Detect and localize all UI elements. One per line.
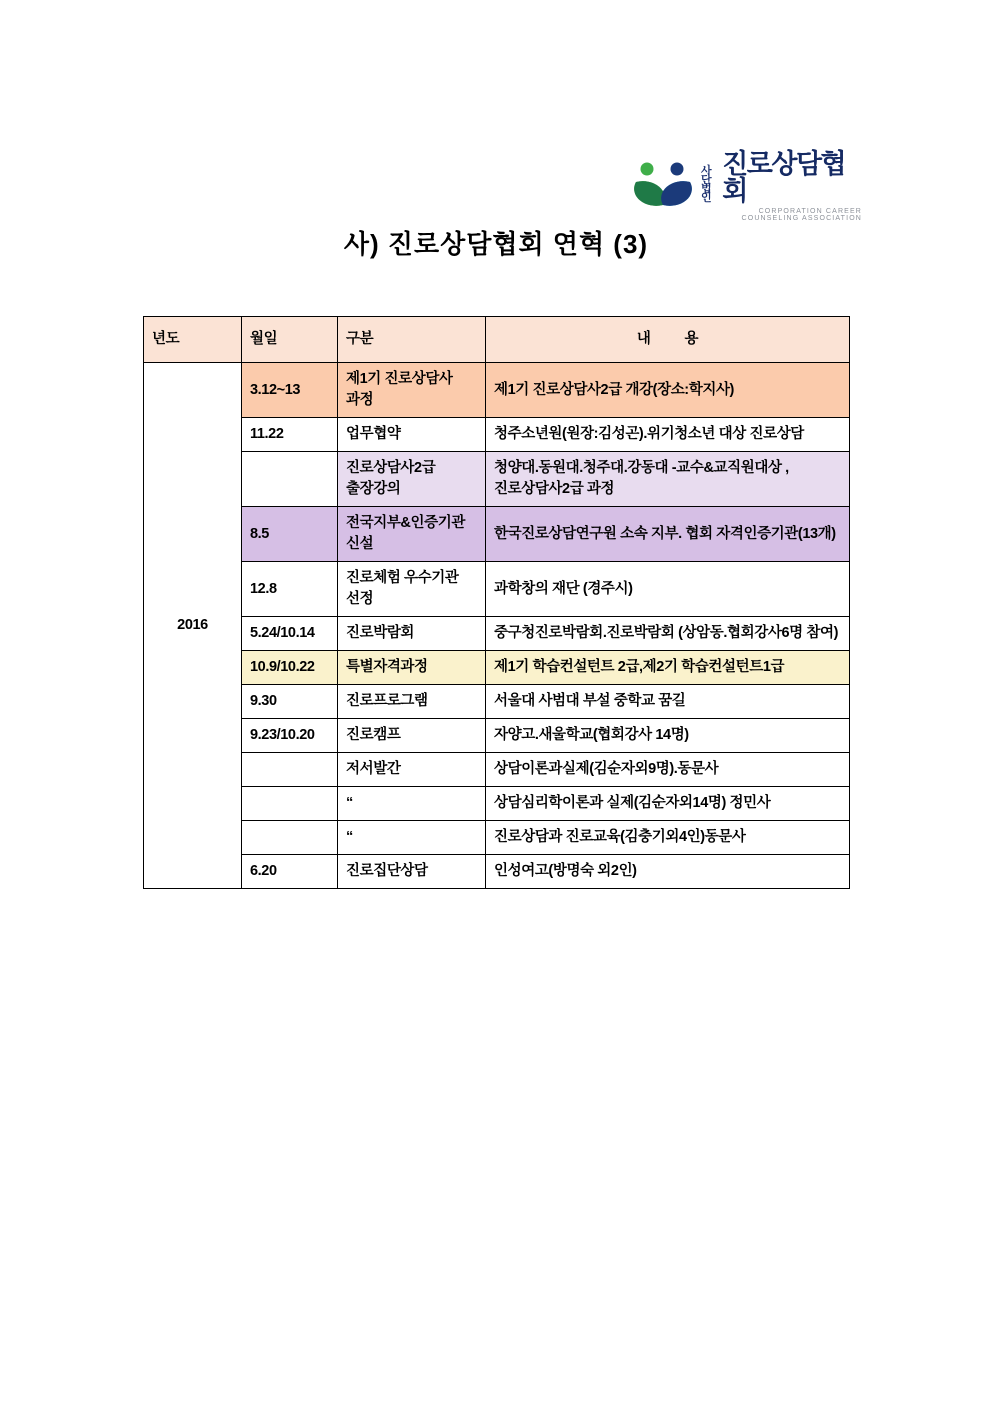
table-row bbox=[144, 651, 850, 685]
description-cell: 과학창의 재단 (경주시) bbox=[486, 562, 850, 617]
type-cell: 진로상담사2급 출장강의 bbox=[338, 452, 486, 507]
date-cell: 9.30 bbox=[242, 685, 338, 719]
type-cell: 진로캠프 bbox=[338, 719, 486, 753]
date-cell: 3.12~13 bbox=[242, 363, 338, 418]
table-row bbox=[144, 719, 850, 753]
history-table-container bbox=[143, 316, 849, 889]
description-cell: 제1기 진로상담사2급 개강(장소:학지사) bbox=[486, 363, 850, 418]
description-cell: 제1기 학습컨설턴트 2급,제2기 학습컨설턴트1급 bbox=[486, 651, 850, 685]
date-cell bbox=[242, 787, 338, 821]
table-row bbox=[144, 562, 850, 617]
date-cell: 5.24/10.14 bbox=[242, 617, 338, 651]
logo-name: 진로상담협회 bbox=[722, 148, 846, 206]
logo-prefix bbox=[701, 164, 720, 205]
table-body bbox=[144, 363, 850, 889]
history-table bbox=[143, 316, 850, 889]
date-cell: 9.23/10.20 bbox=[242, 719, 338, 753]
table-header-row bbox=[144, 317, 850, 363]
column-header-description-left: 내 bbox=[636, 330, 651, 347]
logo-prefix-line2: 법인 bbox=[701, 182, 712, 204]
type-cell: 저서발간 bbox=[338, 753, 486, 787]
date-cell bbox=[242, 821, 338, 855]
type-cell: 진로프로그램 bbox=[338, 685, 486, 719]
column-header-description-right: 용 bbox=[684, 330, 699, 347]
association-logo bbox=[632, 148, 862, 222]
type-cell: 진로집단상담 bbox=[338, 855, 486, 889]
type-cell: 전국지부&인증기관 신설 bbox=[338, 507, 486, 562]
table-row bbox=[144, 787, 850, 821]
description-cell: 인성여고(방명숙 외2인) bbox=[486, 855, 850, 889]
date-cell bbox=[242, 753, 338, 787]
date-cell: 11.22 bbox=[242, 418, 338, 452]
date-cell: 10.9/10.22 bbox=[242, 651, 338, 685]
type-cell: 제1기 진로상담사 과정 bbox=[338, 363, 486, 418]
table-row bbox=[144, 685, 850, 719]
table-row bbox=[144, 363, 850, 418]
table-row bbox=[144, 507, 850, 562]
table-row bbox=[144, 418, 850, 452]
table-row bbox=[144, 855, 850, 889]
type-cell: “ bbox=[338, 787, 486, 821]
date-cell bbox=[242, 452, 338, 507]
date-cell: 6.20 bbox=[242, 855, 338, 889]
description-cell: 한국진로상담연구원 소속 지부. 협회 자격인증기관(13개) bbox=[486, 507, 850, 562]
table-row bbox=[144, 821, 850, 855]
logo-tagline: CORPORATION CAREER COUNSELING ASSOCIATION bbox=[741, 207, 862, 222]
description-cell: 청주소년원(원장:김성곤).위기청소년 대상 진로상담 bbox=[486, 418, 850, 452]
description-cell: 자양고.새울학교(협회강사 14명) bbox=[486, 719, 850, 753]
description-cell: 서울대 사범대 부설 중학교 꿈길 bbox=[486, 685, 850, 719]
date-cell: 12.8 bbox=[242, 562, 338, 617]
table-row bbox=[144, 452, 850, 507]
table-row bbox=[144, 617, 850, 651]
type-cell: 진로체험 우수기관 선정 bbox=[338, 562, 486, 617]
type-cell: 진로박람회 bbox=[338, 617, 486, 651]
description-cell: 중구청진로박람회.진로박람회 (상암동.협회강사6명 참여) bbox=[486, 617, 850, 651]
column-header-type: 구분 bbox=[338, 317, 486, 363]
page-title: 사) 진로상담협회 연혁 (3) bbox=[343, 229, 649, 259]
description-cell: 청양대.동원대.청주대.강동대 -교수&교직원대상 , 진로상담사2급 과정 bbox=[486, 452, 850, 507]
year-cell: 2016 bbox=[144, 363, 242, 889]
description-cell: 진로상담과 진로교육(김충기외4인)동문사 bbox=[486, 821, 850, 855]
type-cell: “ bbox=[338, 821, 486, 855]
column-header-year: 년도 bbox=[144, 317, 242, 363]
table-row bbox=[144, 753, 850, 787]
description-cell: 상담심리학이론과 실제(김순자외14명) 정민사 bbox=[486, 787, 850, 821]
logo-prefix-line1: 사단 bbox=[701, 164, 712, 186]
date-cell: 8.5 bbox=[242, 507, 338, 562]
logo-mark-icon bbox=[632, 160, 694, 212]
type-cell: 업무협약 bbox=[338, 418, 486, 452]
table-header bbox=[144, 317, 850, 363]
description-cell: 상담이론과실제(김순자외9명).동문사 bbox=[486, 753, 850, 787]
column-header-description bbox=[486, 317, 850, 363]
column-header-date: 월일 bbox=[242, 317, 338, 363]
type-cell: 특별자격과정 bbox=[338, 651, 486, 685]
